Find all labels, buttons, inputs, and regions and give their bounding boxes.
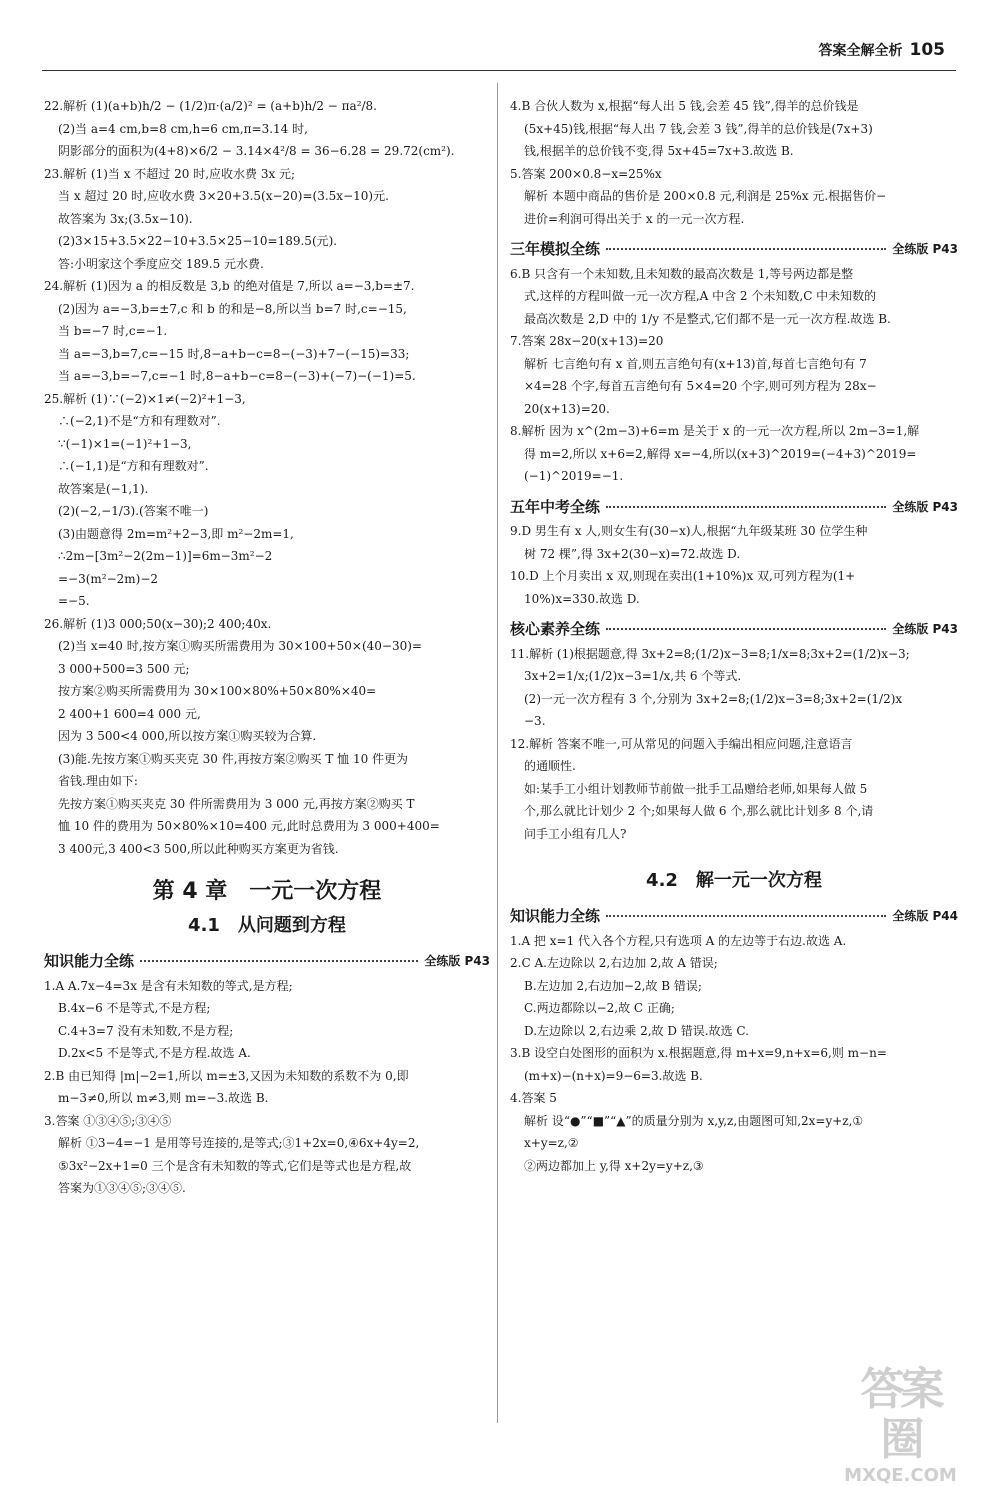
section-header (510, 618, 958, 641)
section-header-title: 知识能力全练 (44, 952, 135, 970)
dotted-leader (606, 915, 886, 917)
text-line: 解析 七言绝句有 x 首,则五言绝句有(x+13)首,每首七言绝句有 7 (524, 356, 867, 371)
text-line: B.左边加 2,右边加−2,故 B 错误; (524, 978, 702, 993)
text-line: (2)一元一次方程有 3 个,分别为 3x+2=8;(1/2)x−3=8;3x+2=(1/2)x (524, 691, 903, 706)
text-line: 4.答案 5 (510, 1091, 557, 1105)
text-line: (2)当 x=40 时,按方案①购买所需费用为 30×100+50×(40−30)= (58, 639, 422, 653)
watermark-logo-text: 答案圈 (860, 1364, 941, 1465)
dotted-leader (606, 628, 886, 630)
text-line: (−1)^2019=−1. (524, 469, 624, 483)
text-line: 10%)x=330.故选 D. (524, 591, 640, 606)
text-line: 3.B 设空白处图形的面积为 x.根据题意,得 m+x=9,n+x=6,则 m−n= (510, 1046, 887, 1060)
text-line: 23.解析 (1)当 x 不超过 20 时,应收水费 3x 元; (44, 166, 296, 181)
text-line: −3. (524, 714, 546, 728)
text-line: 当 a=−3,b=7,c=−15 时,8−a+b−c=8−(−3)+7−(−15)=33; (58, 346, 410, 361)
text-line: 3.答案 ①③④⑤;③④⑤ (44, 1113, 172, 1128)
text-line: x+y=z,② (524, 1136, 579, 1150)
text-line: =−3(m²−2m)−2 (58, 571, 159, 586)
dotted-leader (606, 506, 886, 508)
section-header-ref: 全练版 P43 (892, 242, 958, 256)
text-line: (3)能.先按方案①购买夹克 30 件,再按方案②购买 T 恤 10 件更为 (58, 751, 409, 766)
text-line: 按方案②购买所需费用为 30×100×80%+50×80%×40= (58, 684, 377, 698)
section-header-ref: 全练版 P43 (892, 499, 958, 514)
text-line: B.4x−6 不是等式,不是方程; (58, 1001, 211, 1015)
watermark-logo (843, 1364, 958, 1486)
column-divider (497, 83, 498, 1423)
left-column (44, 95, 490, 1200)
page-number: 105 (909, 40, 945, 60)
text-line: 22.解析 (1)(a+b)h/2 − (1/2)π·(a/2)² = (a+b)h/2 − πa²/8. (44, 99, 377, 113)
text-line: 如:某手工小组计划教师节前做一批手工品赠给老师,如果每人做 5 (524, 781, 868, 796)
text-line: 2.B 由已知得 |m|−2=1,所以 m=±3,又因为未知数的系数不为 0,即 (44, 1068, 409, 1083)
dotted-leader (140, 960, 418, 962)
text-line: (2)(−2,−1/3).(答案不唯一) (58, 504, 209, 518)
text-line: 6.B 只含有一个未知数,且未知数的最高次数是 1,等号两边都是整 (510, 266, 854, 281)
text-line: ②两边都加上 y,得 x+2y=y+z,③ (524, 1158, 704, 1173)
section-header (44, 950, 490, 973)
text-line: (2)3×15+3.5×22−10+3.5×25−10=189.5(元). (58, 234, 338, 248)
text-line: 2 400+1 600=4 000 元, (58, 706, 201, 721)
text-line: (2)因为 a=−3,b=±7,c 和 b 的和是−8,所以当 b=7 时,c=−15, (58, 301, 407, 316)
text-line: (2)当 a=4 cm,b=8 cm,h=6 cm,π=3.14 时, (58, 121, 308, 136)
text-line: 答案为①③④⑤;③④⑤. (58, 1181, 186, 1195)
text-line: 故答案为 3x;(3.5x−10). (58, 211, 193, 226)
text-line: 个,那么就比计划少 2 个;如果每人做 6 个,那么就比计划多 8 个,请 (524, 804, 874, 818)
page-header (819, 40, 946, 60)
text-line: (3)由题意得 2m=m²+2−3,即 m²−2m=1, (58, 526, 294, 541)
text-line: 1.A 把 x=1 代入各个方程,只有选项 A 的左边等于右边.故选 A. (510, 933, 847, 948)
text-line: 26.解析 (1)3 000;50(x−30);2 400;40x. (44, 616, 272, 631)
text-line: 解析 ①3−4=−1 是用等号连接的,是等式;③1+2x=0,④6x+4y=2, (58, 1136, 420, 1150)
text-line: ×4=28 个字,每首五言绝句有 5×4=20 个字,则可列方程为 28x− (524, 379, 877, 393)
watermark-site: MXQE.COM (844, 1465, 957, 1486)
text-line: ∴(−2,1)不是“方和有理数对”. (58, 414, 221, 428)
text-line: 3 400元,3 400<3 500,所以此种购买方案更为省钱. (58, 841, 339, 856)
text-line: 解析 本题中商品的售价是 200×0.8 元,利润是 25%x 元.根据售价− (524, 189, 887, 203)
text-line: 当 x 超过 20 时,应收水费 3×20+3.5(x−20)=(3.5x−10)元. (58, 189, 389, 203)
text-line: ∵(−1)×1=(−1)²+1−3, (58, 436, 192, 451)
text-line: ⑤3x²−2x+1=0 三个是含有未知数的等式,它们是等式也是方程,故 (58, 1158, 412, 1173)
text-line: 2.C A.左边除以 2,右边加 2,故 A 错误; (510, 956, 718, 970)
text-line: 9.D 男生有 x 人,则女生有(30−x)人,根据“九年级某班 30 位学生种 (510, 524, 868, 538)
header-title: 答案全解全析 (818, 43, 903, 59)
dotted-leader (606, 248, 886, 250)
text-line: 式,这样的方程叫做一元一次方程,A 中含 2 个未知数,C 中未知数的 (524, 289, 877, 303)
text-line: 解析 设“●”“■”“▲”的质量分别为 x,y,z,由题图可知,2x=y+z,① (524, 1113, 864, 1128)
text-line: ∴2m−[3m²−2(2m−1)]=6m−3m²−2 (58, 549, 273, 563)
section-header (510, 496, 958, 519)
section-header-title: 三年模拟全练 (510, 240, 601, 258)
text-line: 阴影部分的面积为(4+8)×6/2 − 3.14×4²/8 = 36−6.28 = 29.72(cm²). (58, 144, 455, 158)
text-line: 7.答案 28x−20(x+13)=20 (510, 334, 664, 348)
text-line: D.左边除以 2,右边乘 2,故 D 错误.故选 C. (524, 1023, 749, 1038)
text-line: 24.解析 (1)因为 a 的相反数是 3,b 的绝对值是 7,所以 a=−3,b=±7. (44, 279, 415, 293)
text-line: =−5. (58, 594, 90, 608)
text-line: (5x+45)钱,根据“每人出 7 钱,会差 3 钱”,得羊的总价钱是(7x+3) (524, 121, 873, 136)
text-line: 先按方案①购买夹克 30 件所需费用为 3 000 元,再按方案②购买 T (58, 796, 415, 811)
text-line: 4.B 合伙人数为 x,根据“每人出 5 钱,会差 45 钱”,得羊的总价钱是 (510, 99, 859, 113)
section-header-title: 核心素养全练 (510, 620, 601, 638)
text-line: 答:小明家这个季度应交 189.5 元水费. (58, 256, 264, 271)
text-line: 得 m=2,所以 x+6=2,解得 x=−4,所以(x+3)^2019=(−4+3)^2019= (524, 446, 917, 461)
section-header-ref: 全练版 P43 (892, 622, 958, 636)
text-line: 当 a=−3,b=−7,c=−1 时,8−a+b−c=8−(−3)+(−7)−(−1)=5. (58, 369, 416, 383)
text-line: 11.解析 (1)根据题意,得 3x+2=8;(1/2)x−3=8;1/x=8;3x+2=(1/2)x−3; (510, 646, 910, 661)
text-line: 3x+2=1/x;(1/2)x−3=1/x,共 6 个等式. (524, 669, 742, 683)
text-line: D.2x<5 不是等式,不是方程.故选 A. (58, 1046, 251, 1060)
header-rule (42, 70, 956, 71)
text-line: 省钱.理由如下: (58, 774, 138, 788)
section-title: 4.2 解一元一次方程 (646, 870, 822, 891)
text-line: 树 72 棵”,得 3x+2(30−x)=72.故选 D. (524, 546, 741, 561)
text-line: 12.解析 答案不唯一,可从常见的问题入手编出相应问题,注意语言 (510, 736, 853, 751)
text-line: 进价=利润可得出关于 x 的一元一次方程. (524, 211, 745, 226)
section-header-ref: 全练版 P44 (892, 909, 958, 923)
text-line: 5.答案 200×0.8−x=25%x (510, 166, 662, 181)
section-header-ref: 全练版 P43 (424, 954, 490, 968)
chapter-title: 第 4 章 一元一次方程 (152, 879, 382, 904)
text-line: ∴(−1,1)是“方和有理数对”. (58, 459, 209, 473)
text-line: C.4+3=7 没有未知数,不是方程; (58, 1023, 234, 1038)
section-header (510, 238, 958, 261)
text-line: 25.解析 (1)∵(−2)×1≠(−2)²+1−3, (44, 391, 246, 406)
text-line: 1.A A.7x−4=3x 是含有未知数的等式,是方程; (44, 978, 293, 993)
text-line: 最高次数是 2,D 中的 1/y 不是整式,它们都不是一元一次方程.故选 B. (524, 311, 891, 326)
section-header-title: 五年中考全练 (510, 497, 601, 516)
text-line: 问手工小组有几人? (524, 826, 627, 841)
section-header (510, 905, 958, 928)
text-line: 20(x+13)=20. (524, 401, 610, 416)
section-title: 4.1 从问题到方程 (188, 915, 346, 936)
text-line: 故答案是(−1,1). (58, 481, 149, 496)
text-line: m−3≠0,所以 m≠3,则 m=−3.故选 B. (58, 1091, 269, 1105)
text-line: 因为 3 500<4 000,所以按方案①购买较为合算. (58, 729, 317, 743)
text-line: (m+x)−(n+x)=9−6=3.故选 B. (524, 1068, 703, 1083)
text-line: 的通顺性. (524, 759, 576, 773)
text-line: 钱,根据羊的总价钱不变,得 5x+45=7x+3.故选 B. (524, 144, 794, 158)
text-line: 恤 10 件的费用为 50×80%×10=400 元,此时总费用为 3 000+400= (58, 819, 440, 833)
right-column (510, 95, 958, 1177)
text-line: 10.D 上个月卖出 x 双,则现在卖出(1+10%)x 双,可列方程为(1+ (510, 569, 856, 583)
text-line: 3 000+500=3 500 元; (58, 661, 190, 676)
section-header-title: 知识能力全练 (510, 907, 601, 925)
text-line: C.两边都除以−2,故 C 正确; (524, 1001, 675, 1015)
text-line: 当 b=−7 时,c=−1. (58, 324, 168, 338)
text-line: 8.解析 因为 x^(2m−3)+6=m 是关于 x 的一元一次方程,所以 2m−3=1,解 (510, 424, 920, 438)
